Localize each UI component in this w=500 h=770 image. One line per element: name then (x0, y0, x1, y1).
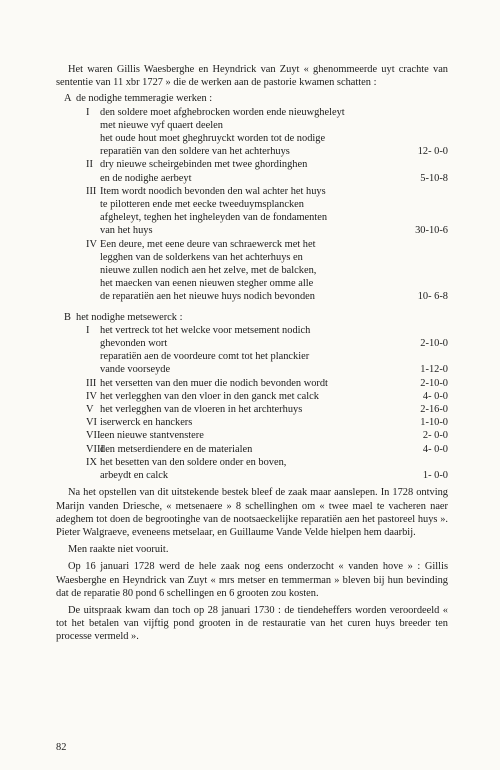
item-line (100, 251, 448, 264)
intro-paragraph: Het waren Gillis Waesberghe en Heyndrick van Zuyt « ghenommeerde uyt crachte van sententie van 11 xbr 1727 » die de werken aan de pastorie kwamen schatten : (56, 64, 448, 89)
item-line (100, 198, 448, 211)
item-text: het vertreck tot het welcke voor metsement nodich (100, 324, 311, 336)
item-amount: 2-16-0 (420, 404, 448, 416)
item-line (100, 377, 448, 390)
item-text: den soldere moet afghebrocken worden ende nieuwgheleyt (100, 106, 345, 118)
item-line (100, 429, 448, 442)
item-line (100, 185, 448, 198)
item-text: het verlegghen van den vloer in den ganck met calck (100, 390, 319, 402)
item-text: met nieuwe vyf quaert deelen (100, 119, 223, 131)
item-line (100, 106, 448, 119)
item-text: Een deure, met eene deure van schraewerck met het (100, 238, 316, 250)
list-item (56, 324, 448, 377)
item-amount (404, 277, 448, 290)
item-amount (404, 106, 448, 119)
section-title: het nodighe metsewerck : (76, 311, 183, 323)
section-letter: B (64, 311, 71, 323)
item-amount: 2-10-0 (420, 377, 448, 389)
item-numeral: IX (86, 456, 97, 468)
list-item (56, 185, 448, 238)
item-text: reparatiën van den soldere van het achterhuys (100, 146, 290, 158)
item-line (100, 172, 448, 185)
item-text: legghen van de solderkens van het achterhuys en (100, 251, 303, 263)
item-amount: 1- 0-0 (422, 470, 448, 482)
item-line (100, 277, 448, 290)
item-line (100, 469, 448, 482)
item-text: en de nodighe aerbeyt (100, 172, 192, 184)
list-item (56, 390, 448, 403)
item-text: van het huys (100, 225, 153, 237)
item-numeral: I (86, 324, 90, 336)
item-line (100, 416, 448, 429)
item-line (100, 145, 448, 158)
item-amount: 12- 0-0 (417, 146, 448, 158)
item-text: den metserdiendere en de materialen (100, 443, 253, 455)
item-amount: 1-10-0 (420, 417, 448, 429)
item-amount: 4- 0-0 (422, 443, 448, 455)
item-text: dry nieuwe scheirgebinden met twee ghordinghen (100, 159, 308, 171)
list-item (56, 403, 448, 416)
item-text: nieuwe zullen nodich aen het zelve, met de balcken, (100, 265, 317, 277)
item-line (100, 224, 448, 237)
item-line (100, 456, 448, 469)
item-numeral: VII (86, 430, 101, 442)
paragraph: Na het opstellen van dit uitstekende bestek bleef de zaak maar aanslepen. In 1728 ontving Marijn vanden Driesche, « metsenaere » 8 schellinghen om « twee mael te vacheren naer adeghem tot doen de begrootinghe van de nootsaeckelijke reparatiën aen het pastoreel huys ». Pieter Walgraeve, eveneens metselaar, en Guillaume Vande Velde hielpen hem daarbij. (56, 487, 448, 538)
item-text: het verlegghen van de vloeren in het archterhuys (100, 404, 303, 416)
paragraph: Men raakte niet vooruit. (68, 544, 169, 556)
item-amount (404, 211, 448, 224)
item-text: iserwerck en hanckers (100, 417, 193, 429)
list-item (56, 456, 448, 482)
item-amount: 30-10-6 (415, 225, 448, 237)
item-numeral: VIII (86, 443, 104, 455)
item-numeral: VI (86, 417, 97, 429)
section-title: de nodighe temmeragie werken : (76, 93, 213, 105)
item-line (100, 337, 448, 350)
paragraph: De uitspraak kwam dan toch op 28 januari 1730 : de tiendeheffers worden veroordeeld « tot het betalen van vijftig pond grooten in de restauratie van het curen huys breeder ten processe vermeld ». (56, 604, 448, 643)
list-item (56, 238, 448, 304)
item-amount: 1-12-0 (420, 364, 448, 376)
item-text: het maecken van eenen nieuwen stegher omme alle (100, 278, 314, 290)
page-body (56, 63, 448, 648)
item-line (100, 290, 448, 303)
list-item (56, 416, 448, 429)
item-numeral: III (86, 185, 97, 197)
section-a-heading (56, 92, 448, 105)
list-item (56, 377, 448, 390)
item-text: arbeydt en calck (100, 470, 169, 482)
section-a-list (56, 106, 448, 304)
list-item (56, 106, 448, 159)
item-amount (404, 350, 448, 363)
paragraph: Op 16 januari 1728 werd de hele zaak nog eens onderzocht « vanden hove » : Gillis Waesberghe en Heyndrick van Zuyt « mrs metser en temmerman » bleven bij hun bevinding dat de reparatie 80 pond 6 schellingen en 6 grooten zou kosten. (56, 561, 448, 599)
item-line (100, 390, 448, 403)
item-amount (404, 132, 448, 145)
item-amount: 5-10-8 (420, 172, 448, 184)
item-numeral: III (86, 377, 97, 389)
list-item (56, 429, 448, 442)
page-number: 82 (56, 742, 67, 753)
item-line (100, 324, 448, 337)
item-line (100, 238, 448, 251)
item-text: het oude hout moet gheghruyckt worden tot de nodige (100, 133, 326, 145)
item-numeral: I (86, 106, 90, 118)
item-text: vande voorseyde (100, 364, 171, 376)
item-amount (404, 185, 448, 198)
item-numeral: IV (86, 238, 97, 250)
item-text: ghevonden wort (100, 338, 168, 350)
item-text: een nieuwe stantvenstere (100, 430, 204, 442)
section-b-list (56, 324, 448, 482)
item-text: het besetten van den soldere onder en boven, (100, 456, 287, 468)
item-amount (404, 324, 448, 337)
item-line (100, 443, 448, 456)
item-text: het versetten van den muer die nodich bevonden wordt (100, 377, 328, 389)
item-text: Item wordt noodich bevonden den wal achter het huys (100, 185, 326, 197)
item-text: te pilotteren ende met eecke tweeduymsplancken (100, 199, 304, 211)
item-amount: 10- 6-8 (417, 291, 448, 303)
item-line (100, 211, 448, 224)
item-amount (404, 119, 448, 132)
section-b-heading (56, 311, 448, 324)
item-numeral: IV (86, 390, 97, 402)
item-amount: 2- 0-0 (422, 430, 448, 442)
item-line (100, 119, 448, 132)
item-line (100, 363, 448, 376)
item-amount: 4- 0-0 (422, 390, 448, 402)
item-amount (404, 251, 448, 264)
item-amount (404, 198, 448, 211)
section-letter: A (64, 93, 72, 105)
item-numeral: II (86, 159, 93, 171)
item-line (100, 350, 448, 363)
item-text: de reparatiën aen het nieuwe huys nodich bevonden (100, 291, 315, 303)
item-line (100, 132, 448, 145)
item-line (100, 264, 448, 277)
item-line (100, 403, 448, 416)
item-amount (404, 238, 448, 251)
item-line (100, 158, 448, 171)
item-amount: 2-10-0 (420, 338, 448, 350)
item-amount (404, 456, 448, 469)
item-numeral: V (86, 404, 94, 416)
item-amount (404, 264, 448, 277)
item-amount (404, 158, 448, 171)
item-text: afgheleyt, teghen het ingheleyden van de fondamenten (100, 212, 328, 224)
list-item (56, 158, 448, 184)
item-text: reparatiën aen de voordeure comt tot het planckier (100, 351, 310, 363)
list-item (56, 443, 448, 456)
